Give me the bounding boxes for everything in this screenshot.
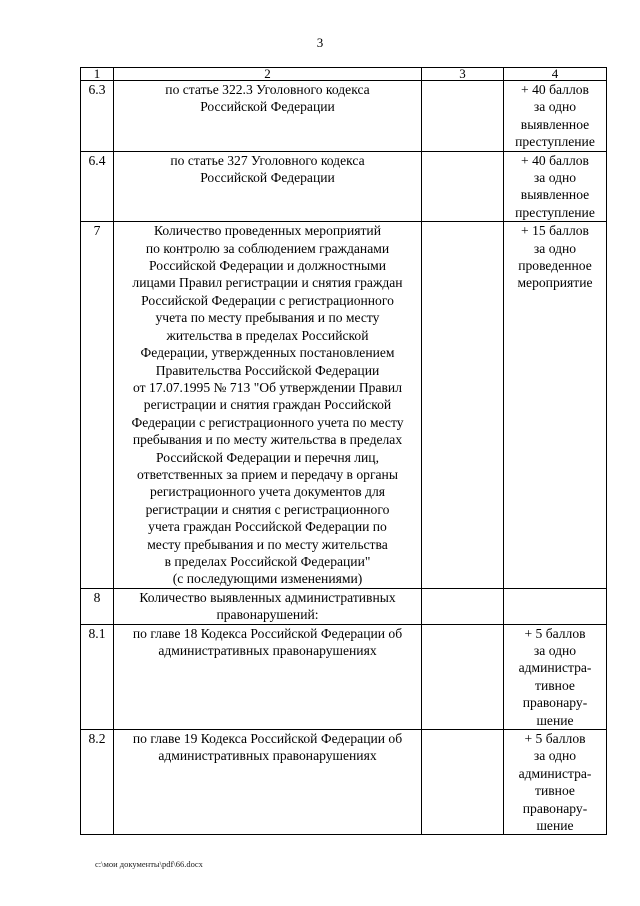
row-description-cell <box>114 222 422 589</box>
row-description-cell <box>114 81 422 152</box>
score-line: выявленное <box>520 116 590 132</box>
description-line: Российской Федерации и должностными <box>148 258 387 274</box>
score-line: мероприятие <box>517 275 593 291</box>
header-cell-2: 2 <box>114 68 422 81</box>
row-number-cell: 6.3 <box>81 81 114 152</box>
row-column3-cell <box>422 624 504 729</box>
table-row <box>81 624 607 729</box>
row-score-cell <box>504 81 607 152</box>
score-line: за одно <box>533 748 577 764</box>
description-line: по главе 19 Кодекса Российской Федерации об <box>132 731 403 747</box>
description-line: Российской Федерации <box>200 170 335 186</box>
table-header-row <box>81 68 607 81</box>
criteria-table <box>80 67 607 835</box>
score-line: администра- <box>518 765 592 781</box>
row-column3-cell <box>422 81 504 152</box>
description-line: Федерации с регистрационного учета по месту <box>131 414 404 430</box>
page-number: 3 <box>316 35 324 50</box>
table-row <box>81 222 607 589</box>
description-line: по главе 18 Кодекса Российской Федерации об <box>132 625 403 641</box>
description-line: в пределах Российской Федерации" <box>164 553 371 569</box>
score-line: шение <box>536 712 574 728</box>
score-line: + 5 баллов <box>524 625 586 641</box>
description-line: по статье 322.3 Уголовного кодекса <box>165 82 370 97</box>
description-line: учета граждан Российской Федерации по <box>148 519 387 535</box>
score-line: за одно <box>533 240 577 256</box>
header-cell-3: 3 <box>422 68 504 81</box>
score-line: администра- <box>518 660 592 676</box>
row-description-cell <box>114 730 422 835</box>
score-line: правонару- <box>522 695 588 711</box>
description-line: ответственных за прием и передачу в органы <box>137 466 398 482</box>
row-description-cell <box>114 624 422 729</box>
description-line: по контролю за соблюдением гражданами <box>145 240 390 256</box>
score-line: преступление <box>515 204 595 220</box>
description-line: Российской Федерации <box>200 99 335 115</box>
description-line: регистрации и снятия граждан Российской <box>143 397 392 413</box>
score-line: тивное <box>535 677 575 693</box>
header-cell-1: 1 <box>81 68 114 81</box>
row-score-cell <box>504 730 607 835</box>
row-score-cell <box>504 588 607 624</box>
score-line: + 15 баллов <box>521 223 589 239</box>
row-number-cell: 8.2 <box>81 730 114 835</box>
score-line: правонару- <box>522 800 588 816</box>
score-line: за одно <box>533 643 577 658</box>
score-line: + 40 баллов <box>521 152 589 168</box>
score-line: тивное <box>535 783 575 799</box>
row-column3-cell <box>422 588 504 624</box>
description-line: жительства в пределах Российской <box>166 327 369 343</box>
score-line: за одно <box>533 170 577 186</box>
description-line: месту пребывания и по месту жительства <box>147 536 388 552</box>
description-line: по статье 327 Уголовного кодекса <box>170 152 365 168</box>
row-number-cell: 8.1 <box>81 624 114 729</box>
description-line: Количество выявленных административных <box>139 589 396 605</box>
row-description-cell <box>114 588 422 624</box>
table-row <box>81 588 607 624</box>
row-column3-cell <box>422 222 504 589</box>
description-line: от 17.07.1995 № 713 "Об утверждении Правил <box>133 379 402 395</box>
score-line: проведенное <box>518 258 592 274</box>
row-score-cell <box>504 222 607 589</box>
description-line: административных правонарушениях <box>158 748 377 764</box>
row-number-cell: 7 <box>81 222 114 589</box>
score-line: + 5 баллов <box>524 731 586 747</box>
description-line: регистрационного учета документов для <box>150 484 385 500</box>
row-score-cell <box>504 151 607 222</box>
score-line: преступление <box>515 134 595 150</box>
table-row <box>81 730 607 835</box>
row-score-cell <box>504 624 607 729</box>
table-row <box>81 81 607 152</box>
description-line: Российской Федерации и перечня лиц, <box>156 449 379 465</box>
score-line: шение <box>536 818 574 834</box>
description-line: Российской Федерации с регистрационного <box>141 292 394 308</box>
footer-file-path: c:\мои документы\pdf\66.docx <box>95 859 203 869</box>
score-line: выявленное <box>520 187 590 203</box>
table-row <box>81 151 607 222</box>
header-cell-4: 4 <box>504 68 607 81</box>
description-line: лицами Правил регистрации и снятия граждан <box>132 275 403 291</box>
description-line: учета по месту пребывания и по месту <box>155 310 380 326</box>
description-line: административных правонарушениях <box>158 643 377 658</box>
description-line: пребывания и по месту жительства в пределах <box>132 432 403 448</box>
description-line: Количество проведенных мероприятий <box>154 223 381 239</box>
description-line: правонарушений: <box>216 607 319 623</box>
row-number-cell: 8 <box>81 588 114 624</box>
score-line: + 40 баллов <box>521 82 589 97</box>
row-number-cell: 6.4 <box>81 151 114 222</box>
description-line: регистрации и снятия с регистрационного <box>145 501 390 517</box>
description-line: (с последующими изменениями) <box>172 571 363 587</box>
description-line: Правительства Российской Федерации <box>155 362 380 378</box>
row-column3-cell <box>422 730 504 835</box>
description-line: Федерации, утвержденных постановлением <box>140 345 395 361</box>
score-line: за одно <box>533 99 577 115</box>
row-description-cell <box>114 151 422 222</box>
row-column3-cell <box>422 151 504 222</box>
